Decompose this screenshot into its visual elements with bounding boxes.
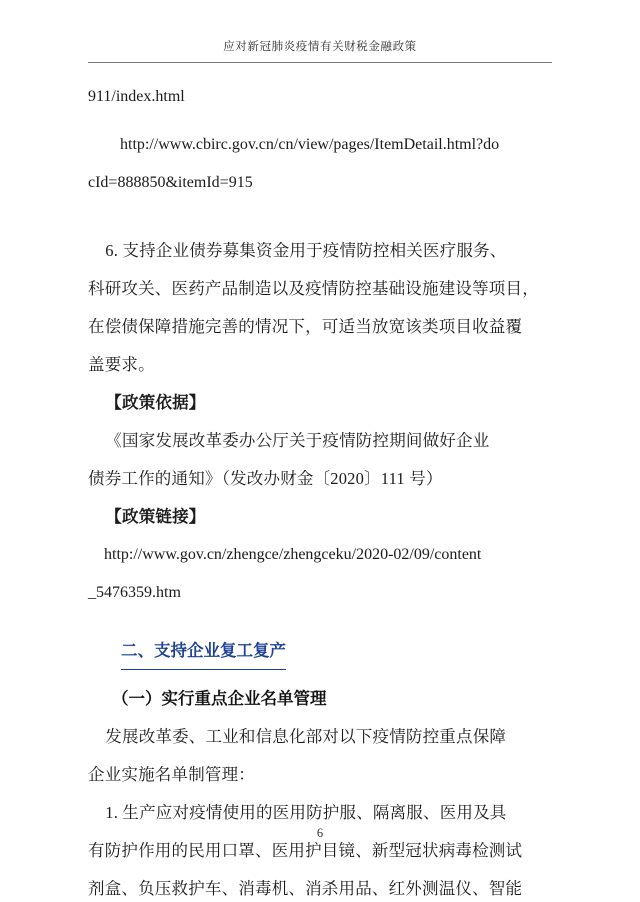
text-line: 1. 生产应对疫情使用的医用防护服、隔离服、医用及具: [88, 803, 507, 822]
policy-link-url-cont: _5476359.htm: [88, 584, 181, 601]
spacer: [88, 116, 558, 126]
policy-link-url: http://www.gov.cn/zhengce/zhengceku/2020-02/09/content: [88, 546, 482, 563]
spacer: [88, 670, 558, 680]
text-line: 911/index.html: [88, 88, 185, 105]
text-line: 科研攻关、医药产品制造以及疫情防控基础设施建设等项目，: [88, 279, 539, 298]
text-line: 在偿债保障措施完善的情况下，可适当放宽该类项目收益覆: [88, 317, 523, 336]
text-line: 剂盒、负压救护车、消毒机、消杀用品、红外测温仪、智能: [88, 879, 523, 898]
section-heading: 二、支持企业复工复产: [121, 634, 286, 670]
document-body: [88, 78, 558, 902]
spacer: [88, 612, 558, 634]
header-divider: [88, 62, 552, 63]
section-heading-row: [88, 634, 558, 670]
sub-heading: （一）实行重点企业名单管理: [112, 689, 327, 708]
text-line: 企业实施名单制管理：: [88, 765, 255, 784]
text-line: cId=888850&itemId=915: [88, 174, 253, 191]
text-line: 盖要求。: [88, 355, 155, 374]
spacer: [88, 202, 558, 232]
page-header: 应对新冠肺炎疫情有关财税金融政策: [223, 41, 417, 53]
page-number: 6: [316, 826, 324, 840]
text-line: http://www.cbirc.gov.cn/cn/view/pages/ItemDetail.html?do: [88, 136, 500, 153]
text-line: 有防护作用的民用口罩、医用护目镜、新型冠状病毒检测试: [88, 841, 523, 860]
text-line: 债券工作的通知》（发改办财金〔2020〕111 号）: [88, 469, 443, 488]
policy-basis-label: 【政策依据】: [88, 393, 206, 412]
text-line: 发展改革委、工业和信息化部对以下疫情防控重点保障: [88, 727, 507, 746]
policy-link-label: 【政策链接】: [88, 507, 206, 526]
text-line: 6. 支持企业债券募集资金用于疫情防控相关医疗服务、: [88, 241, 507, 260]
text-line: 《国家发展改革委办公厅关于疫情防控期间做好企业: [88, 431, 490, 450]
